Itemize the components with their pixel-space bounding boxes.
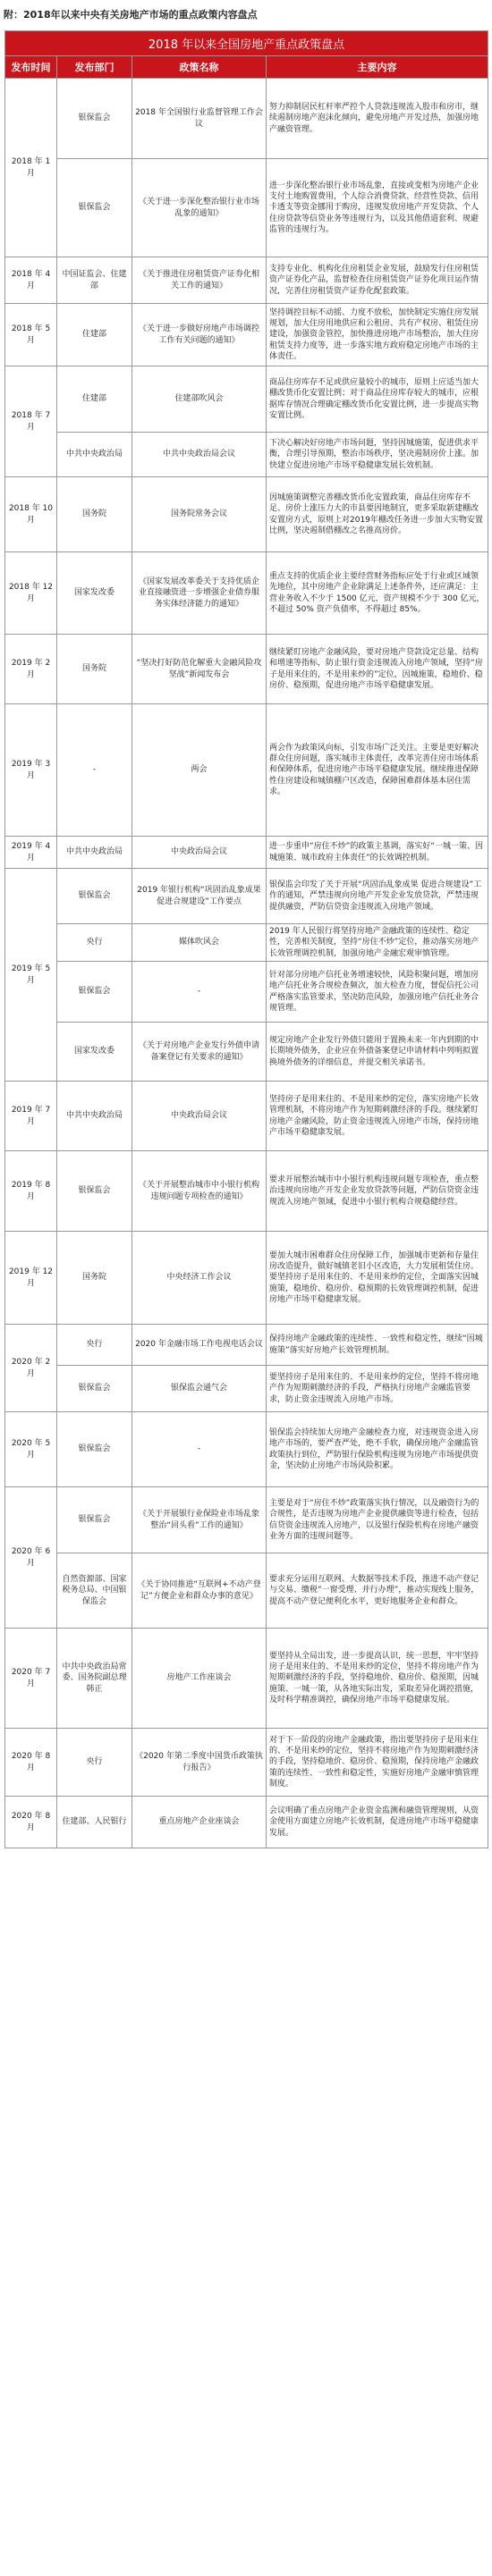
cell-policy: 媒体吹风会 [132,924,267,962]
cell-content: 商品住房库存不足或供应量较小的城市，原则上应适当加大棚改货币化安置比例；对于商品住房库存较大的城市，应根据库存情况合理确定棚改货币化安置比例，进一步提高实物安置比例。 [267,366,488,433]
cell-policy: 《关于进一步做好房地产市场调控工作有关问题的通知》 [132,304,267,366]
cell-content: 继续紧盯房地产金融风险，要对房地产贷款设定总量、结构和增速等指标，防止银行资金违规流入房地产领域，坚持“房子是用来住的，不是用来炒的”定位，因城施策，稳地价、稳房价、稳预期，促进房地产市场平稳健康发展。 [267,635,488,704]
cell-time: 2018 年 4 月 [5,257,57,304]
cell-content: 支持专业化、机构化住房租赁企业发展，鼓励发行住房租赁资产证券化产品，监督检查住房租赁资产证券化项目运作情况，完善住房租赁资产证券化配套政策。 [267,257,488,304]
cell-time: 2020 年 5 月 [5,1412,57,1487]
cell-time: 2018 年 1 月 [5,79,57,257]
cell-content: 规定房地产企业发行外债只能用于置换未来一年内到期的中长期境外债务，企业应在外债备案登记申请材料中列明拟置换境外债务的详细信息，并提交相关承诺书。 [267,1023,488,1082]
table-row [5,1232,488,1325]
table-row [5,159,488,257]
cell-dept: 国务院 [57,635,132,704]
table-row [5,1082,488,1151]
table-row [5,1629,488,1729]
cell-content: 因城施策调整完善棚改货币化安置政策，商品住房库存不足、房价上涨压力大的市县要因地制宜，更多采取新建棚改安置房方式，原则上对2019年棚改任务进一步加大实物安置比例，坚决遏制借棚改之名推高房价。 [267,477,488,552]
cell-policy: - [132,962,267,1023]
cell-policy: 房地产工作座谈会 [132,1629,267,1729]
cell-dept: 中共中央政治局 [57,837,132,869]
cell-content: 要求充分运用互联网、大数据等技术手段，推进不动产登记与交易、缴税“一窗受理、并行办理”，推动实现线上服务，提高不动产登记便利化水平，更好地服务企业和群众。 [267,1553,488,1629]
cell-content: 主要是对于“房住不炒”政策落实执行情况，以及融资行为的合规性，是否违规为房地产企业提供融资等进行检查，包括信贷资金违规流入房地产，以及银行保险机构在房地产融资业务方面的违规问题等。 [267,1487,488,1553]
table-title-row [5,31,488,56]
cell-dept: 银保监会 [57,869,132,924]
cell-policy: 中央经济工作会议 [132,1232,267,1325]
cell-content: 保持房地产金融政策的连续性、一致性和稳定性，继续“因城施策”落实好房地产长效管理机制。 [267,1325,488,1366]
cell-policy: 两会 [132,704,267,837]
cell-content: 坚持调控目标不动摇、力度不放松，加快制定实施住房发展规划，加大住房用地供应和公租房、共有产权房、租赁住房建设，加强资金管控，加快推进房地产市场整治，加大住房租赁支持力度等，进一步落实地方政府稳定房地产市场的主体责任。 [267,304,488,366]
cell-time: 2019 年 2 月 [5,635,57,704]
cell-dept: 央行 [57,1729,132,1797]
cell-dept: 中共中央政治局常委、国务院副总理韩正 [57,1629,132,1729]
table-row [5,257,488,304]
cell-time: 2020 年 7 月 [5,1629,57,1729]
policy-table [4,30,488,1848]
cell-content: 进一步重申“房住不炒”的政策主基调，落实好“一城一策、因城施策、城市政府主体责任”的长效调控机制。 [267,837,488,869]
cell-dept: 国务院 [57,477,132,552]
cell-content: 努力抑制居民杠杆率严控个人贷款违规流入股市和房市，继续遏制房地产泡沫化倾向，避免房地产开发过热，加强房地产融资管理。 [267,79,488,159]
cell-dept: 银保监会 [57,1412,132,1487]
table-row [5,635,488,704]
table-row [5,837,488,869]
cell-content: 坚持房子是用来住的、不是用来炒的定位，落实房地产长效管理机制，不将房地产作为短期刺激经济的手段。继续紧盯房地产金融风险，防止资金违规流入房地产市场，保持房地产市场平稳健康发展。 [267,1082,488,1151]
table-row [5,1412,488,1487]
cell-dept: 国务院 [57,1232,132,1325]
cell-policy: 2019 年银行机构“巩固治乱象成果 促进合规建设”工作要点 [132,869,267,924]
cell-policy: 《关于开展银行业保险业市场乱象整治“回头看”工作的通知》 [132,1487,267,1553]
table-row [5,433,488,477]
cell-content: 2019 年人民银行将坚持房地产金融政策的连续性、稳定性，完善相关制度，坚持“房住不炒”定位，推动落实房地产长效管理调控机制，加强房地产金融宏观审慎管理。 [267,924,488,962]
table-row [5,962,488,1023]
table-header-row [5,56,488,79]
cell-policy: “坚决打好防范化解重大金融风险攻坚战”新闻发布会 [132,635,267,704]
cell-time: 2019 年 3 月 [5,704,57,837]
cell-time: 2020 年 2 月 [5,1325,57,1412]
cell-content: 要求开展整治城市中小银行机构违规问题专项检查，重点整治违规向房地产开发企业发放贷款等问题，严防信贷资金违规流入房地产领域，促进中小银行机构合规稳健经营。 [267,1151,488,1232]
cell-policy: 2020 年金融市场工作电视电话会议 [132,1325,267,1366]
table-row [5,366,488,433]
cell-time: 2020 年 8 月 [5,1729,57,1797]
cell-dept: 银保监会 [57,962,132,1023]
cell-dept: 住建部 [57,366,132,433]
cell-time: 2018 年 12 月 [5,552,57,635]
cell-policy: 《国家发展改革委关于支持优质企业直接融资进一步增强企业债券服务实体经济能力的通知》 [132,552,267,635]
cell-policy: 中共中央政治局会议 [132,433,267,477]
cell-dept: 中共中央政治局 [57,433,132,477]
cell-content: 要坚持房子是用来住的、不是用来炒的定位，坚持不将房地产作为短期刺激经济的手段，严格执行房地产金融监管要求，防止资金违规流入房地产市场。 [267,1366,488,1412]
cell-policy: 《关于对房地产企业发行外债申请备案登记有关要求的通知》 [132,1023,267,1082]
cell-time: 2019 年 12 月 [5,1232,57,1325]
table-row [5,1797,488,1848]
cell-time: 2018 年 10 月 [5,477,57,552]
cell-dept: 中共中央政治局 [57,1082,132,1151]
table-row [5,304,488,366]
cell-content: 两会作为政策风向标，引发市场广泛关注。主要是更好解决群众住房问题，落实城市主体责任，改革完善住房市场体系和保障体系，促进房地产市场平稳健康发展。继续推进保障性住房建设和城镇棚户区改造，保障困难群体基本居住需求。 [267,704,488,837]
cell-dept: 国家发改委 [57,552,132,635]
table-row [5,924,488,962]
cell-content: 会议明确了重点房地产企业资金监测和融资管理规则，从资金使用方面建立房地产长效机制，促进房地产市场平稳健康发展。 [267,1797,488,1848]
cell-dept: 中国证监会、住建部 [57,257,132,304]
table-row [5,1366,488,1412]
header-dept: 发布部门 [57,56,132,79]
cell-time: 2018 年 7 月 [5,366,57,477]
table-row [5,704,488,837]
cell-time: 2020 年 8 月 [5,1797,57,1848]
cell-policy: 《2020 年第二季度中国货币政策执行报告》 [132,1729,267,1797]
page-caption: 附：2018年以来中央有关房地产市场的重点政策内容盘点 [4,9,258,21]
header-time: 发布时间 [5,56,57,79]
cell-dept: 央行 [57,924,132,962]
cell-dept: 国家发改委 [57,1023,132,1082]
cell-dept: 自然资源部、国家税务总局、中国银保监会 [57,1553,132,1629]
table-row [5,1487,488,1553]
cell-dept: 银保监会 [57,1366,132,1412]
cell-content: 要坚持从全局出发，进一步提高认识，统一思想，牢牢坚持房子是用来住的、不是用来炒的定位，坚持不将房地产作为短期刺激经济的手段，坚持稳地价、稳房价、稳预期，因城施策、一城一策，从各地实际出发，采取差异化调控措施，及时科学精准调控，确保房地产市场平稳健康发展。 [267,1629,488,1729]
header-content: 主要内容 [267,56,488,79]
cell-dept: 住建部、人民银行 [57,1797,132,1848]
table-row [5,79,488,159]
cell-time: 2020 年 6 月 [5,1487,57,1629]
table-row [5,1729,488,1797]
cell-dept: 银保监会 [57,79,132,159]
table-row [5,1023,488,1082]
cell-policy: 《关于推进住房租赁资产证券化相关工作的通知》 [132,257,267,304]
cell-policy: 2018 年全国银行业监督管理工作会议 [132,79,267,159]
cell-policy: 国务院常务会议 [132,477,267,552]
cell-time: 2019 年 5 月 [5,869,57,1082]
cell-policy: 《关于开展整治城市中小银行机构违规问题专项检查的通知》 [132,1151,267,1232]
cell-policy: - [132,1412,267,1487]
cell-content: 下决心解决好房地产市场问题，坚持因城施策，促进供求平衡，合理引导预期，整治市场秩序，坚决遏制房价上涨。加快建立促进房地产市场平稳健康发展长效机制。 [267,433,488,477]
table-row [5,552,488,635]
header-policy: 政策名称 [132,56,267,79]
table-row [5,1325,488,1366]
cell-policy: 重点房地产企业座谈会 [132,1797,267,1848]
cell-time: 2019 年 8 月 [5,1151,57,1232]
cell-policy: 住建部吹风会 [132,366,267,433]
cell-policy: 《关于协同推进“互联网+不动产登记”方便企业和群众办事的意见》 [132,1553,267,1629]
cell-policy: 《关于进一步深化整治银行业市场乱象的通知》 [132,159,267,257]
cell-policy: 中央政治局会议 [132,837,267,869]
cell-content: 进一步深化整治银行业市场乱象，直接或变相为房地产企业支付土地购置费用，个人综合消费贷款、经营性贷款、信用卡透支等资金挪用于购房，违规发放房地产开发贷款、个人住房贷款等信贷业务等违规行为，以及其他借道套利、规避监管的违规行为。 [267,159,488,257]
cell-dept: - [57,704,132,837]
cell-policy: 中央政治局会议 [132,1082,267,1151]
cell-dept: 银保监会 [57,1151,132,1232]
cell-time: 2018 年 5 月 [5,304,57,366]
cell-policy: 银保监会通气会 [132,1366,267,1412]
cell-dept: 住建部 [57,304,132,366]
cell-dept: 银保监会 [57,1487,132,1553]
cell-time: 2019 年 7 月 [5,1082,57,1151]
cell-content: 银保监会持续加大房地产金融检查力度，对违规资金进入房地产市场的，要严查严处，绝不手软，确保房地产金融监管政策执行到位，严防银行保险机构违规为房地产市场提供资金，坚决防止房地产市场风险积累。 [267,1412,488,1487]
cell-dept: 央行 [57,1325,132,1366]
cell-content: 针对部分房地产信托业务增速较快，风险积聚问题，增加房地产信托业务合规检查频次，加大检查力度，督促信托公司严格落实监管要求，坚决防范风险，加强房地产信托业务合规管理。 [267,962,488,1023]
cell-content: 重点支持的优质企业主要经营财务指标应处于行业或区域领先地位，其中房地产企业除满足上述条件外，还应满足：主营业务收入不少于 1500 亿元，资产规模不少于 300 亿元，不超过 50% 资产负债率，不得超过 85%。 [267,552,488,635]
table-body [5,79,488,1848]
cell-dept: 银保监会 [57,159,132,257]
table-row [5,1553,488,1629]
cell-content: 银保监会印发了关于开展“巩固治乱象成果 促进合规建设”工作的通知，严禁违规向房地产开发企业发放贷款，严禁违规提供融资，严防信贷资金违规流入房地产领域。 [267,869,488,924]
cell-time: 2019 年 4 月 [5,837,57,869]
table-title: 2018 年以来全国房地产重点政策盘点 [5,31,488,56]
cell-content: 要加大城市困难群众住房保障工作，加强城市更新和存量住房改造提升，做好城镇老旧小区改造，大力发展租赁住房。要坚持房子是用来住的、不是用来炒的定位，全面落实因城施策，稳地价、稳房价、稳预期的长效管理调控机制，促进房地产市场平稳健康发展。 [267,1232,488,1325]
table-row [5,869,488,924]
cell-content: 对于下一阶段的房地产金融政策，指出要坚持房子是用来住的、不是用来炒的定位，坚持不将房地产作为短期刺激经济的手段，坚持稳地价、稳房价、稳预期，保持房地产金融政策的连续性、一致性和稳定性，实施好房地产金融审慎管理制度。 [267,1729,488,1797]
table-row [5,1151,488,1232]
table-row [5,477,488,552]
